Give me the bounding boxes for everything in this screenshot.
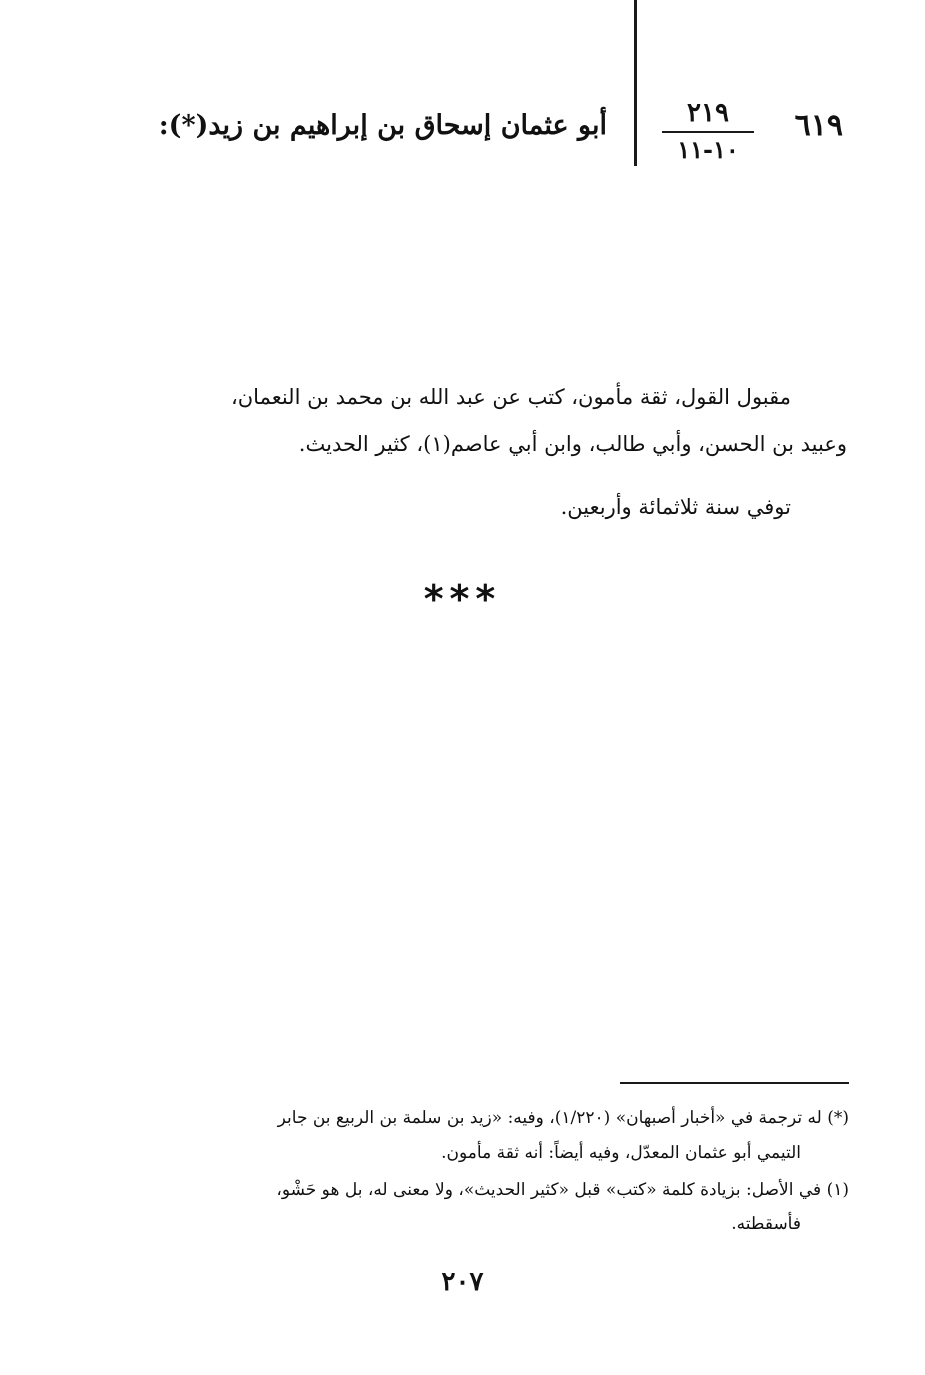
- body-line-1: مقبول القول، ثقة مأمون، كتب عن عبد الله بن محمد بن النعمان،: [230, 385, 791, 409]
- footnote-1-line-1: (*) له ترجمة في «أخبار أصبهان» (١/٢٢٠)، وفيه: «زيد بن سلمة بن الربيع بن جابر: [277, 1108, 849, 1128]
- body-line-2: وعبيد بن الحسن، وأبي طالب، وابن أبي عاصم(١)، كثير الحديث.: [298, 432, 847, 456]
- footnote-1-line-2: التيمي أبو عثمان المعدّل، وفيه أيضاً: أنه ثقة مأمون.: [441, 1143, 801, 1163]
- fraction-denominator: ١٠-١١: [677, 135, 739, 164]
- section-separator: ***: [423, 577, 502, 621]
- entry-number: ٦١٩: [794, 108, 843, 143]
- footnote-rule: [620, 1082, 849, 1084]
- entry-title: أبو عثمان إسحاق بن إبراهيم بن زيد(*):: [158, 110, 607, 141]
- header-vertical-rule: [634, 0, 637, 166]
- body-line-3: توفي سنة ثلاثمائة وأربعين.: [560, 495, 791, 519]
- fraction-bar: [662, 131, 754, 133]
- reference-fraction: [656, 96, 760, 165]
- footnote-2-line-1: (١) في الأصل: بزيادة كلمة «كتب» قبل «كثير الحديث»، ولا معنى له، بل هو حَشْو،: [276, 1180, 849, 1200]
- fraction-numerator: ٢١٩: [687, 98, 729, 128]
- footnote-2-line-2: فأسقطته.: [731, 1214, 801, 1234]
- page-number: ٢٠٧: [441, 1267, 484, 1297]
